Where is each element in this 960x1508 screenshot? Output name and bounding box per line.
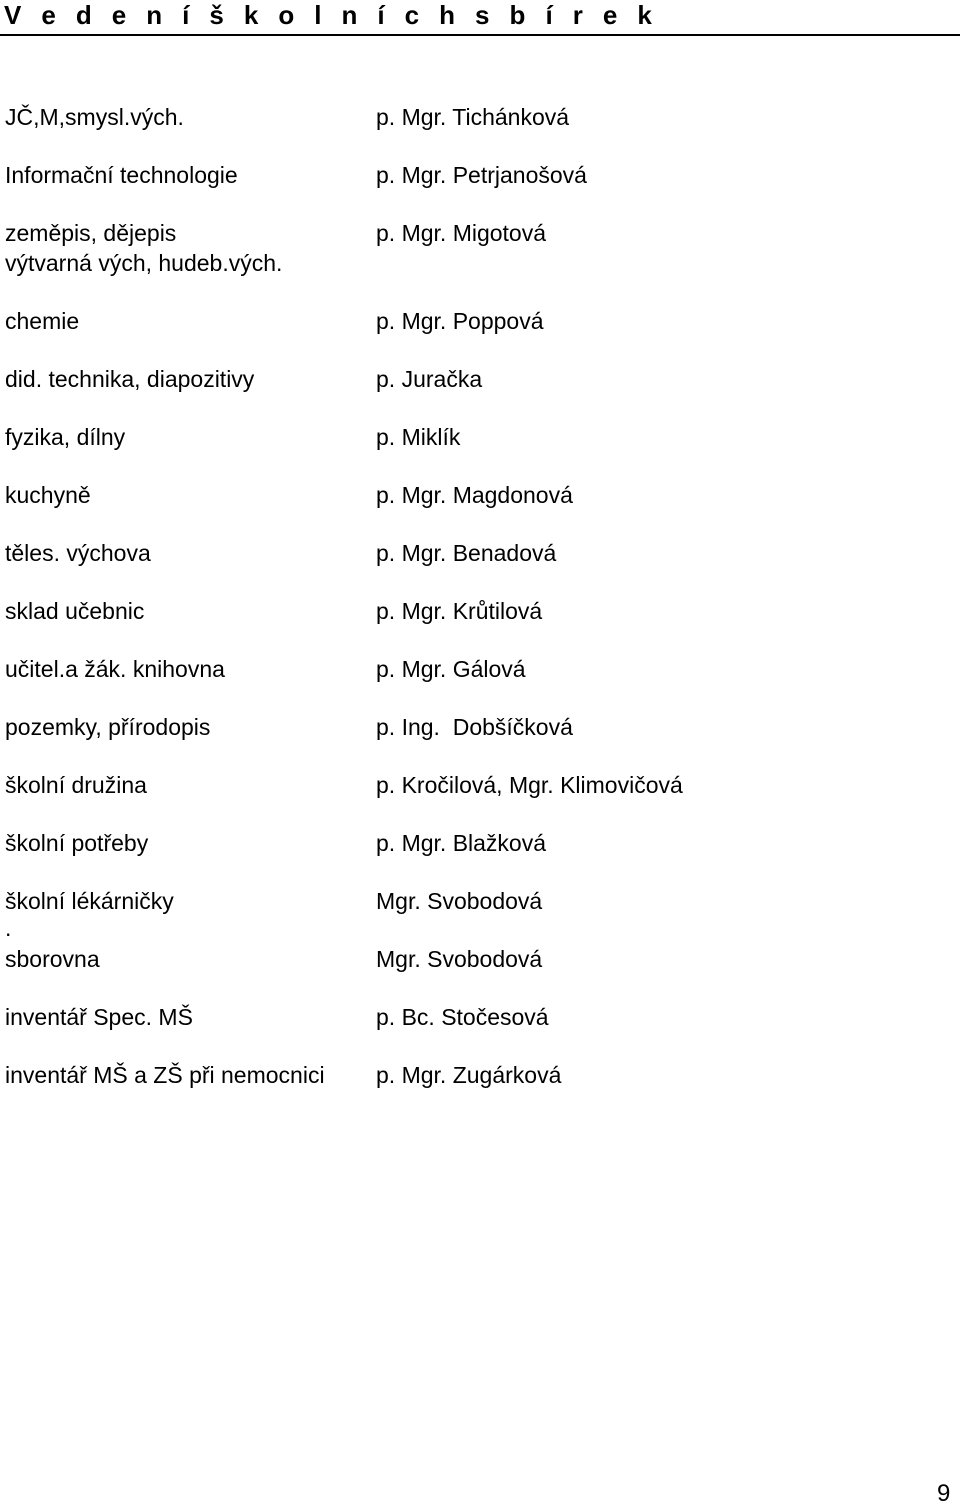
teacher-name: p. Mgr. Zugárková <box>376 1062 562 1088</box>
teacher-name: p. Mgr. Tichánková <box>376 104 570 130</box>
subject-label: fyzika, dílny <box>5 424 126 450</box>
subject-label: školní družina <box>5 772 147 798</box>
teacher-name: p. Bc. Stočesová <box>376 1004 549 1030</box>
subject-label: . <box>5 915 12 941</box>
teacher-name: p. Mgr. Krůtilová <box>376 598 543 624</box>
subject-label: učitel.a žák. knihovna <box>5 656 225 682</box>
subject-label: těles. výchova <box>5 540 151 566</box>
subject-label: pozemky, přírodopis <box>5 714 211 740</box>
teacher-name: p. Mgr. Blažková <box>376 830 547 856</box>
subject-label: sklad učebnic <box>5 598 145 624</box>
teacher-name: p. Mgr. Magdonová <box>376 482 573 508</box>
subject-label: zeměpis, dějepis <box>5 220 177 246</box>
page-number: 9 <box>937 1480 951 1507</box>
subject-label: inventář Spec. MŠ <box>5 1004 193 1030</box>
teacher-name: p. Mgr. Migotová <box>376 220 547 246</box>
title-underline <box>0 34 960 36</box>
teacher-name: p. Juračka <box>376 366 483 392</box>
teacher-name: p. Miklík <box>376 424 461 450</box>
subject-label: kuchyně <box>5 482 91 508</box>
subject-label: did. technika, diapozitivy <box>5 366 255 392</box>
subject-label: chemie <box>5 308 80 334</box>
teacher-name: p. Ing. Dobšíčková <box>376 714 573 740</box>
teacher-name: p. Mgr. Petrjanošová <box>376 162 587 188</box>
subject-label: Informační technologie <box>5 162 238 188</box>
subject-label: výtvarná vých, hudeb.vých. <box>5 250 283 276</box>
teacher-name: p. Kročilová, Mgr. Klimovičová <box>376 772 683 798</box>
teacher-name: p. Mgr. Gálová <box>376 656 526 682</box>
subject-label: JČ,M,smysl.vých. <box>5 104 184 130</box>
subject-label: školní potřeby <box>5 830 149 856</box>
teacher-name: Mgr. Svobodová <box>376 946 543 972</box>
subject-label: inventář MŠ a ZŠ při nemocnici <box>5 1062 325 1088</box>
page-title: V e d e n í š k o l n í c h s b í r e k <box>4 0 659 30</box>
teacher-name: p. Mgr. Benadová <box>376 540 557 566</box>
teacher-name: p. Mgr. Poppová <box>376 308 544 334</box>
subject-label: školní lékárničky <box>5 888 174 914</box>
subject-label: sborovna <box>5 946 100 972</box>
teacher-name: Mgr. Svobodová <box>376 888 543 914</box>
